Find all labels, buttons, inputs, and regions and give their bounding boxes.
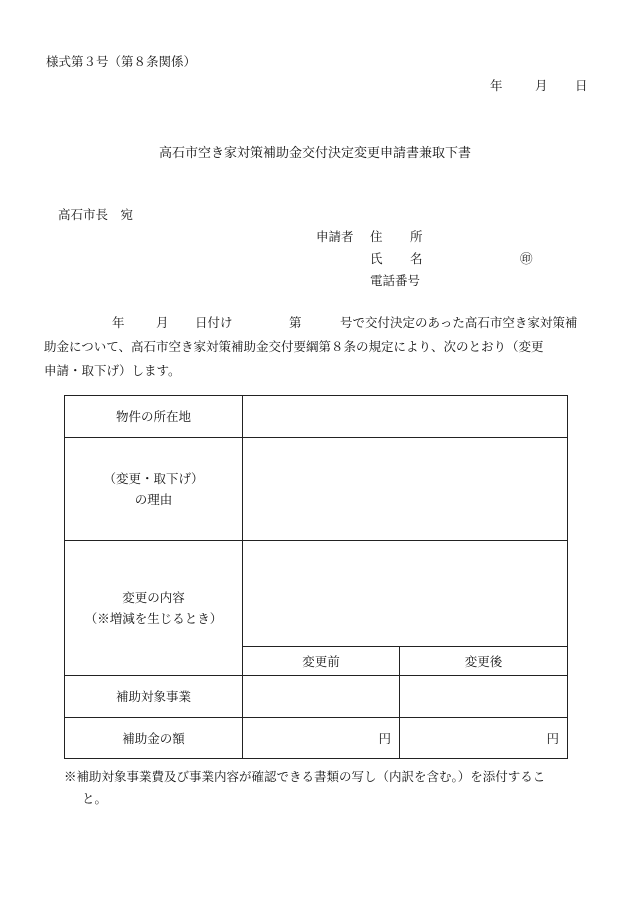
subsidy-project-before-field[interactable] — [243, 676, 400, 718]
after-change-header: 変更後 — [400, 647, 568, 676]
yen-unit-before: 円 — [378, 730, 391, 746]
date-month: 月 — [535, 78, 548, 93]
before-change-header: 変更前 — [243, 647, 400, 676]
address-char-2: 所 — [410, 229, 423, 244]
applicant-label: 申請者 — [316, 229, 354, 244]
note-line-2: と。 — [82, 791, 108, 806]
applicant-phone-row — [370, 271, 540, 287]
subsidy-project-after-field[interactable] — [400, 676, 568, 718]
address-char-1: 住 — [370, 229, 383, 244]
body-line-1-rest: 号で交付決定のあった高石市空き家対策補 — [340, 315, 578, 330]
change-content-label — [65, 541, 243, 676]
date-line — [490, 76, 586, 92]
body-month: 月 — [156, 315, 169, 330]
body-number-label: 第 — [289, 315, 302, 330]
application-table — [64, 395, 568, 759]
name-char-1: 氏 — [370, 251, 383, 266]
subsidy-amount-after-field[interactable] — [400, 718, 568, 759]
property-location-field[interactable] — [243, 396, 568, 438]
yen-unit-after: 円 — [546, 730, 559, 746]
reason-label-line-2: の理由 — [134, 492, 173, 507]
attachment-note — [64, 766, 545, 810]
addressee: 高石市長 宛 — [58, 207, 134, 222]
date-year: 年 — [490, 78, 503, 93]
subsidy-project-label: 補助対象事業 — [65, 676, 243, 718]
reason-field[interactable] — [243, 438, 568, 541]
subsidy-amount-label: 補助金の額 — [65, 718, 243, 759]
property-location-label: 物件の所在地 — [65, 396, 243, 438]
reason-label — [65, 438, 243, 541]
change-content-field[interactable] — [243, 541, 568, 647]
body-year: 年 — [112, 315, 125, 330]
date-day: 日 — [575, 78, 588, 93]
body-line-3: 申請・取下げ）します。 — [44, 363, 181, 378]
note-line-1: ※補助対象事業費及び事業内容が確認できる書類の写し（内訳を含む。）を添付するこ — [64, 769, 546, 784]
document-title: 高石市空き家対策補助金交付決定変更申請書兼取下書 — [158, 146, 471, 161]
seal-icon: ㊞ — [520, 251, 533, 266]
change-label-line-1: 変更の内容 — [122, 590, 185, 605]
body-line-1 — [44, 311, 590, 335]
phone-label: 電話番号 — [370, 273, 421, 288]
subsidy-amount-before-field[interactable] — [243, 718, 400, 759]
reason-label-line-1: （変更・取下げ） — [103, 471, 204, 486]
body-line-2: 助金について、高石市空き家対策補助金交付要綱第８条の規定により、次のとおり（変更 — [44, 339, 544, 354]
applicant-address-row — [370, 227, 540, 243]
name-char-2: 名 — [410, 251, 423, 266]
applicant-name-row — [370, 249, 540, 265]
body-dated: 日付け — [195, 315, 233, 330]
body-text — [44, 311, 590, 383]
form-number: 様式第３号（第８条関係） — [46, 54, 197, 69]
change-label-line-2: （※増減を生じるとき） — [84, 611, 223, 626]
